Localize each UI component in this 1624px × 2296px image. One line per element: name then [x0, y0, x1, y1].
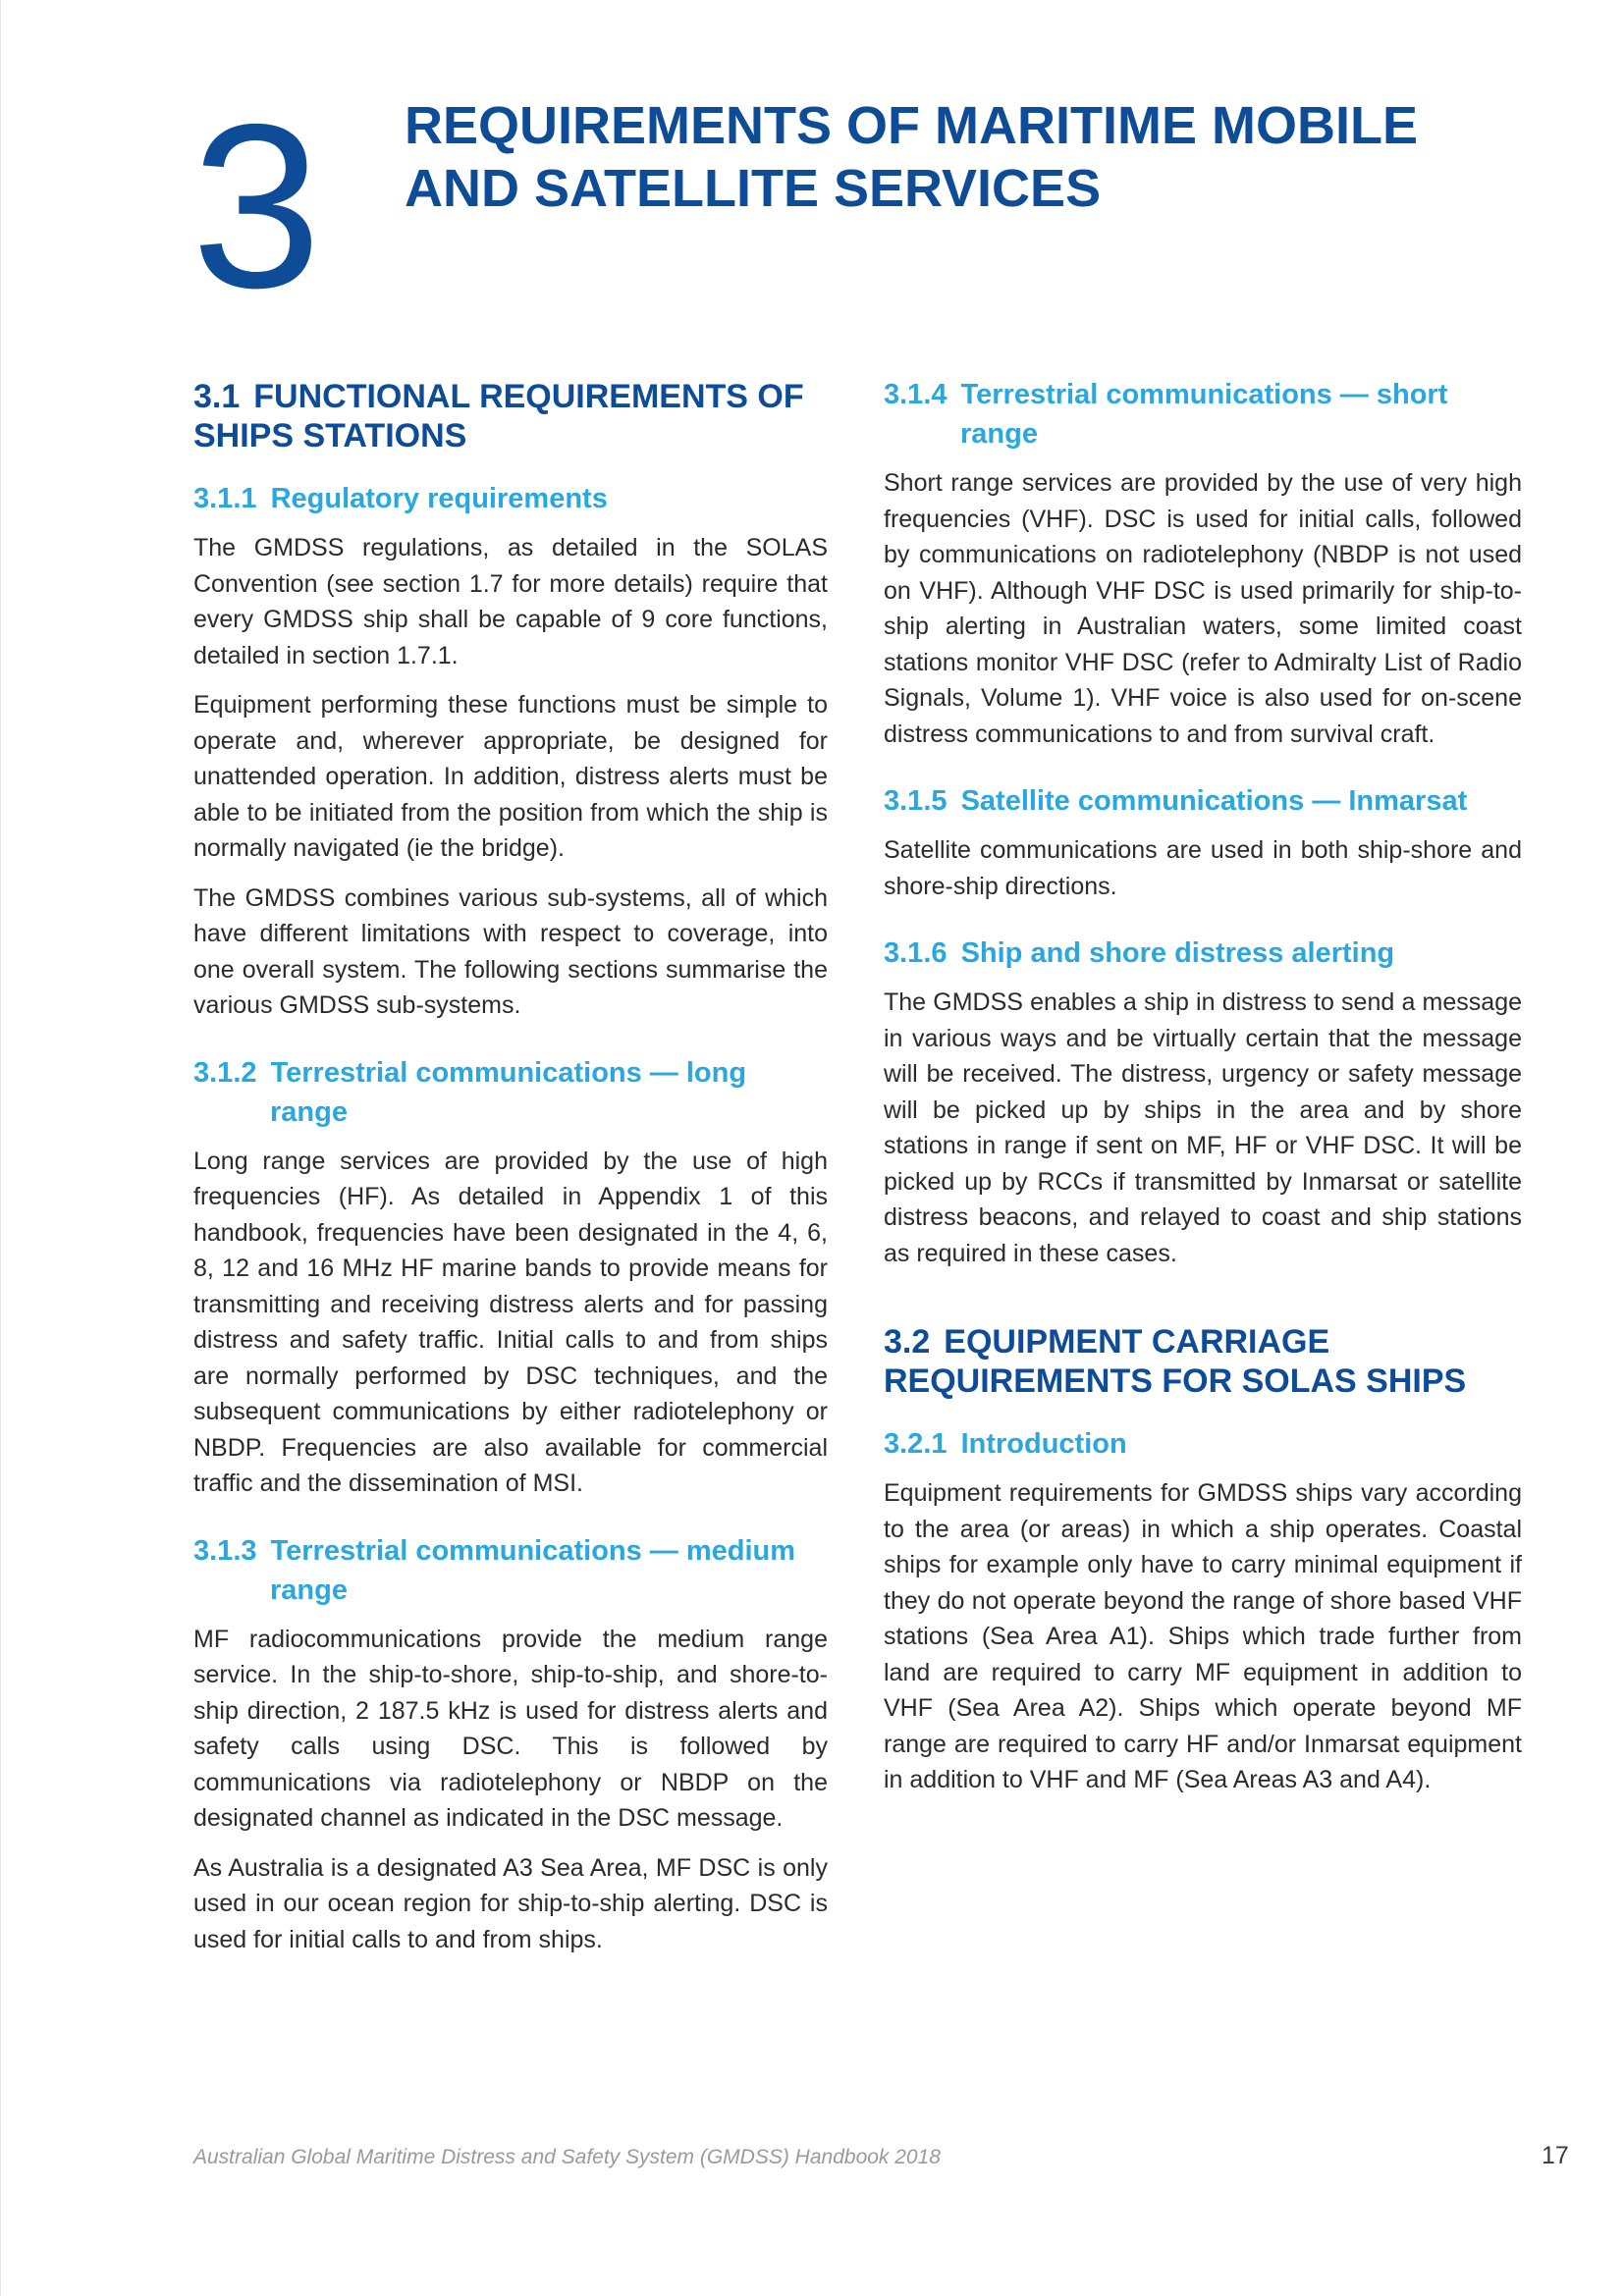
right-column: [884, 375, 1522, 1812]
subsection-number: 3.1.5: [884, 785, 947, 817]
section-title: FUNCTIONAL REQUIREMENTS OF SHIPS STATIONS: [193, 378, 804, 454]
paragraph: Equipment performing these functions must be simple to operate and, wherever appropriate, be designed for unattended operation. In addition, distress alerts must be able to be initiated from the position from which the ship is normally navigated (ie the bridge).: [193, 691, 828, 862]
section-number: 3.2: [884, 1323, 931, 1361]
subsection-number: 3.2.1: [884, 1428, 947, 1460]
subsection-number: 3.1.4: [884, 379, 947, 410]
subsection-title: Terrestrial communications — long range: [270, 1056, 747, 1128]
subsection-number: 3.1.6: [884, 937, 947, 969]
subsection-heading-3-1-5: [884, 781, 1522, 821]
section-heading-3-2: [884, 1322, 1522, 1401]
subsection-number: 3.1.3: [193, 1534, 257, 1567]
footer-text: Australian Global Maritime Distress and Safety System (GMDSS) Handbook 2018: [193, 2146, 941, 2168]
section-heading-3-1: [193, 377, 828, 455]
subsection-heading-3-1-2: [193, 1053, 828, 1132]
subsection-heading-3-1-4: [884, 375, 1522, 454]
subsection-title: Introduction: [960, 1428, 1127, 1460]
subsection-title: Satellite communications — Inmarsat: [960, 785, 1468, 817]
paragraph: The GMDSS enables a ship in distress to send a message in various ways and be virtually certain that the message will be received. The distress, urgency or safety message will be picked up by ships in the area and by shore stations in range if sent on MF, HF or VHF DSC. It will be picked up by RCCs if transmitted by Inmarsat or satellite distress beacons, and relayed to coast and ship stations as required in these cases.: [884, 988, 1522, 1267]
subsection-heading-3-1-6: [884, 934, 1522, 973]
paragraph: The GMDSS combines various sub-systems, all of which have different limitations with respect to coverage, into one overall system. The following sections summarise the various GMDSS sub-systems.: [193, 883, 828, 1019]
subsection-title: Regulatory requirements: [270, 483, 608, 514]
subsection-number: 3.1.1: [193, 483, 257, 514]
subsection-heading-3-2-1: [884, 1424, 1522, 1464]
subsection-title: Ship and shore distress alerting: [960, 937, 1395, 969]
subsection-heading-3-1-1: [193, 479, 828, 518]
paragraph: As Australia is a designated A3 Sea Area, MF DSC is only used in our ocean region for ship-to-ship alerting. DSC is used for initial calls to and from ships.: [193, 1853, 828, 1953]
chapter-number: 3: [191, 77, 318, 337]
section-number: 3.1: [193, 378, 241, 415]
chapter-title: REQUIREMENTS OF MARITIME MOBILE AND SATELLITE SERVICES: [405, 96, 1418, 218]
paragraph: Satellite communications are used in both ship-shore and shore-ship directions.: [884, 836, 1522, 900]
paragraph: Short range services are provided by the use of very high frequencies (VHF). DSC is used for initial calls, followed by communications on radiotelephony (NBDP is not used on VHF). Although VHF DSC is used primarily for ship-to-ship alerting in Australian waters, some limited coast stations monitor VHF DSC (refer to Admiralty List of Radio Signals, Volume 1). VHF voice is also used for on-scene distress communications to and from survival craft.: [884, 469, 1522, 748]
page-number: 17: [1542, 2142, 1569, 2169]
subsection-title: Terrestrial communications — medium range: [270, 1534, 796, 1606]
paragraph: Long range services are provided by the use of high frequencies (HF). As detailed in Appendix 1 of this handbook, frequencies have been designated in the 4, 6, 8, 12 and 16 MHz HF marine bands to provide means for transmitting and receiving distress alerts and for passing distress and safety traffic. Initial calls to and from ships are normally performed by DSC techniques, and the subsequent communications by either radiotelephony or NBDP. Frequencies are also available for commercial traffic and the dissemination of MSI.: [193, 1147, 828, 1497]
paragraph: The GMDSS regulations, as detailed in the SOLAS Convention (see section 1.7 for more details) require that every GMDSS ship shall be capable of 9 core functions, detailed in section 1.7.1.: [193, 534, 828, 669]
subsection-title: Terrestrial communications — short range: [960, 379, 1448, 450]
left-column: [193, 377, 828, 1971]
paragraph: MF radiocommunications provide the medium range service. In the ship-to-shore, ship-to-ship, and shore-to-ship direction, 2 187.5 kHz is used for distress alerts and safety calls using DSC. This is followed by communications via radiotelephony or NBDP on the designated channel as indicated in the DSC message.: [193, 1625, 828, 1832]
subsection-number: 3.1.2: [193, 1056, 257, 1089]
paragraph: Equipment requirements for GMDSS ships vary according to the area (or areas) in which a ship operates. Coastal ships for example only have to carry minimal equipment if they do not operate beyond the range of shore based VHF stations (Sea Area A1). Ships which trade further from land are required to carry MF equipment in addition to VHF (Sea Area A2). Ships which operate beyond MF range are required to carry HF and/or Inmarsat equipment in addition to VHF and MF (Sea Areas A3 and A4).: [884, 1479, 1522, 1793]
subsection-heading-3-1-3: [193, 1531, 828, 1610]
section-title: EQUIPMENT CARRIAGE REQUIREMENTS FOR SOLAS SHIPS: [884, 1323, 1467, 1400]
